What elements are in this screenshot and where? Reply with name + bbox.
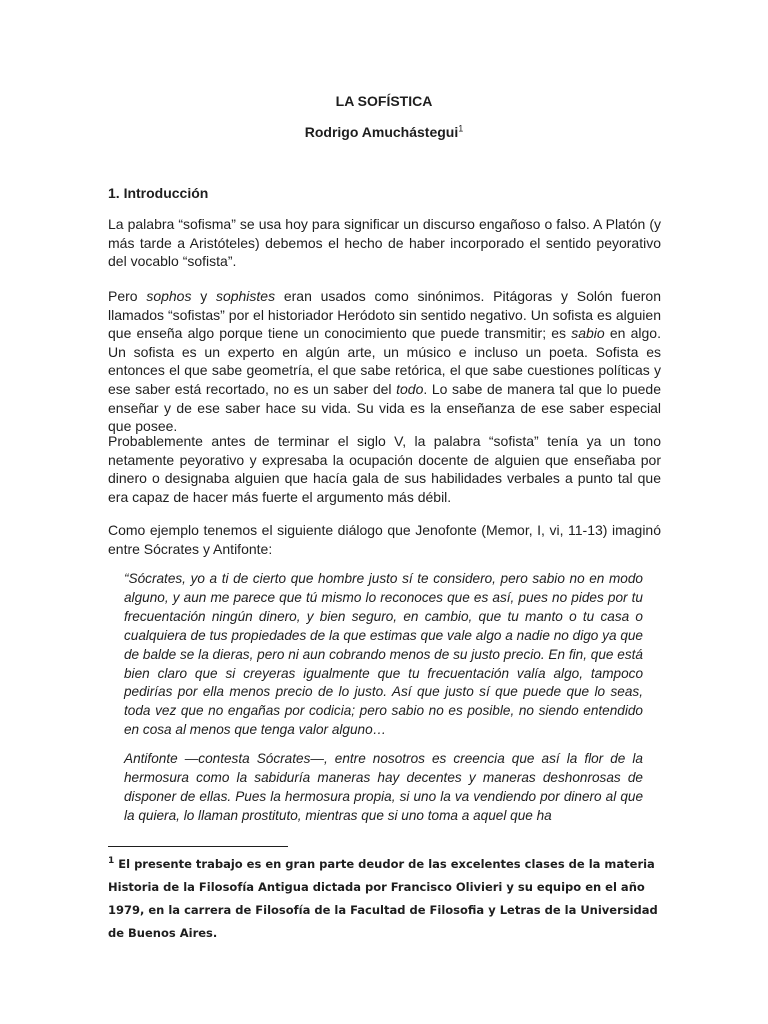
block-quote-1: “Sócrates, yo a ti de cierto que hombre justo sí te considero, pero sabio no en modo alguno, y aun me parece que tú mismo lo reconoces que es así, pues no pides por tu frecuentación ningún dinero, y bien seguro, en cambio, que tu manto o tu casa o cualquiera de tus propiedades de la que estimas que vale algo a nadie no digo ya que de balde se la dieras, pero ni aun cobrando menos de su justo precio. En fin, que está bien claro que si creyeras igualmente que tu frecuentación valía algo, tampoco pedirías por ella menos precio de lo justo. Así que justo sí que puede que lo seas, toda vez que no engañas por codicia; pero sabio no es posible, no siendo entendido en cosa al menos que tenga valor alguno… xyxy=(124,571,643,738)
footnote xyxy=(108,853,668,945)
footnote-text: El presente trabajo es en gran parte deudor de las excelentes clases de la materia Historia de la Filosofía Antigua dictada por Francisco Olivieri y su equipo en el año 1979, en la carrera de Filosofía de la Facultad de Filosofia y Letras de la Universidad de Buenos Aires. xyxy=(108,857,658,940)
footnote-separator xyxy=(108,846,288,847)
term-sophos: sophos xyxy=(146,288,192,304)
footnote-mark: 1 xyxy=(108,856,115,867)
term-sophistes: sophistes xyxy=(215,288,276,304)
author-line xyxy=(0,123,768,141)
paragraph-4-text: Como ejemplo tenemos el siguiente diálogo que Jenofonte (Memor, I, vi, 11-13) imaginó entre Sócrates y Antifonte: xyxy=(108,522,661,557)
paragraph-2-part-b: y xyxy=(191,288,216,304)
paragraph-4 xyxy=(108,521,661,558)
paragraph-2-part-c: eran usados como sinónimos. Pitágoras y Solón fueron llamados “sofistas” por el historiador Heródoto sin sentido negativo. Un sofista es alguien que enseña algo porque tiene un conocimiento que puede transmitir; es xyxy=(108,288,661,342)
term-todo: todo xyxy=(396,380,424,397)
paragraph-2-text xyxy=(108,287,661,436)
author-name: Rodrigo Amuchástegui xyxy=(304,124,459,140)
paragraph-1 xyxy=(108,215,661,271)
paragraph-2-part-e: . Lo sabe de manera tal que lo puede enseñar y de ese saber hace su vida. Su vida es la enseñanza de ese saber especial que posee. xyxy=(108,380,662,435)
paragraph-1-text: La palabra “sofisma” se usa hoy para significar un discurso engañoso o falso. A Platón (y más tarde a Aristóteles) debemos el hecho de haber incorporado el sentido peyorativo del vocablo “sofista”. xyxy=(108,216,661,270)
block-quote-2: Antifonte —contesta Sócrates—, entre nosotros es creencia que así la flor de la hermosura como la sabiduría maneras hay decentes y maneras deshonrosas de disponer de ellas. Pues la hermosura propia, si uno la va vendiendo por dinero al que la quiera, lo llaman prostituto, mientras que si uno toma a aquel que ha xyxy=(124,751,643,823)
paragraph-2 xyxy=(108,287,661,436)
paragraph-2-part-d: en algo. Un sofista es un experto en algún arte, un músico e incluso un poeta. Sofista es entonces el que sabe geometría, el que sabe retórica, el que sabe cuestiones políticas y ese saber está recortado, no es un saber del xyxy=(108,325,661,397)
paragraph-2-part-a: Pero xyxy=(108,288,147,304)
paragraph-3 xyxy=(108,432,661,506)
section-heading: 1. Introducción xyxy=(108,185,209,201)
term-sabio: sabio xyxy=(571,325,605,342)
author-footnote-mark: 1 xyxy=(458,123,464,134)
document-title: LA SOFÍSTICA xyxy=(335,93,433,109)
paragraph-3-text: Probablemente antes de terminar el siglo V, la palabra “sofista” tenía ya un tono netamente peyorativo y expresaba la ocupación docente de alguien que enseñaba por dinero o designaba alguien que hacía gala de sus habilidades verbales a punto tal que era capaz de hacer más fuerte el argumento más débil. xyxy=(108,433,661,505)
